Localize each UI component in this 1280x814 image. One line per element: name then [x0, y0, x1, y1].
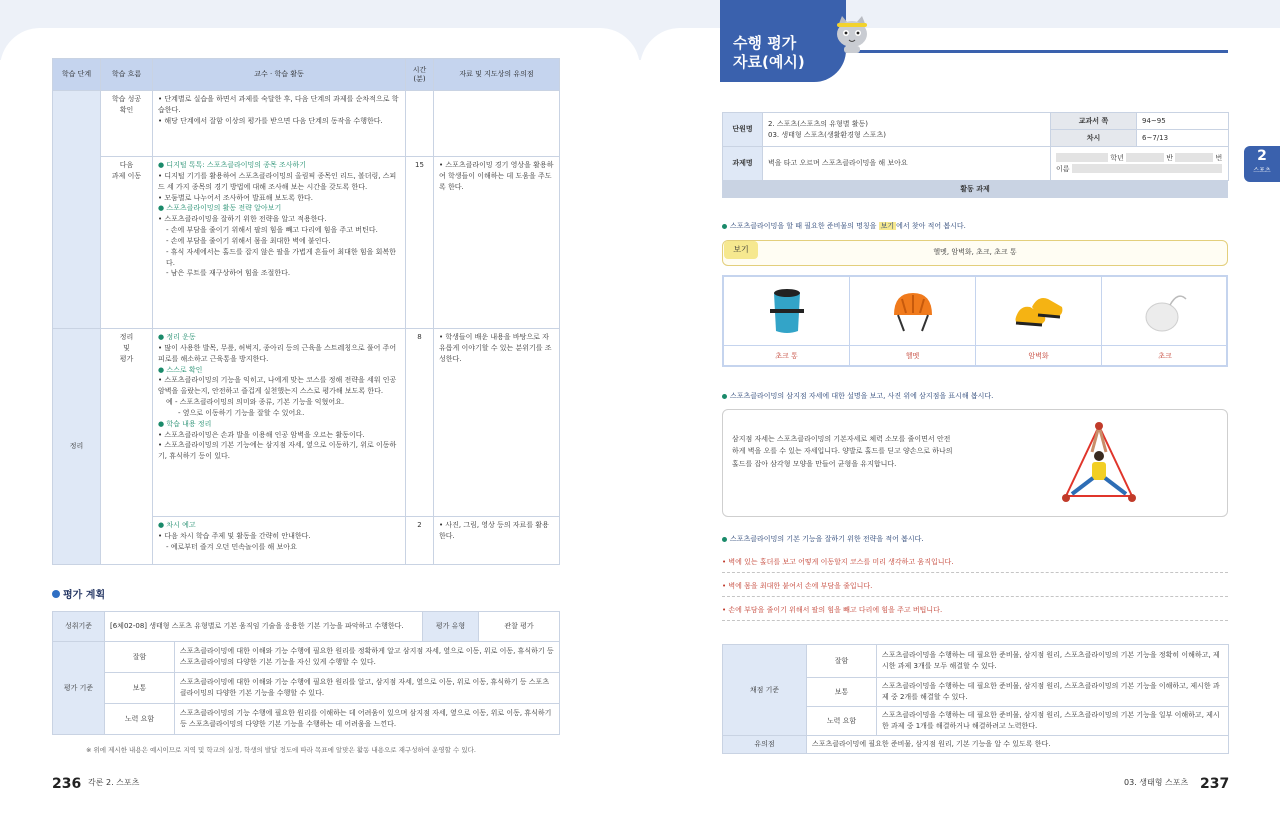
table-row [53, 704, 560, 735]
eval-plan-table [52, 611, 559, 735]
activity-heading: ● 스스로 확인 [158, 365, 203, 374]
type-value: 관찰 평가 [479, 612, 560, 642]
activity-line: • 모둠별로 나누어서 조사하여 발표해 보도록 한다. [158, 193, 313, 202]
col-header: 자료 및 지도상의 유의점 [434, 59, 560, 91]
bullet-icon [52, 590, 60, 598]
flow-cell: 다음 과제 이동 [101, 157, 153, 329]
page-number: 236 [52, 776, 82, 792]
activity-label: 활동 과제 [722, 181, 1228, 198]
chalk-bag-icon [762, 285, 812, 337]
col-header: 시간 (분) [406, 59, 434, 91]
level-cell: 보통 [807, 678, 877, 707]
table-row [53, 642, 560, 673]
notes-cell: • 학생들이 배운 내용을 바탕으로 자유롭게 이야기할 수 있는 분위기를 조성한다. [434, 329, 560, 517]
table-row [53, 673, 560, 704]
notes-cell [434, 91, 560, 157]
section-title: 평가 계획 [52, 588, 105, 604]
table-row [53, 157, 560, 329]
notes-cell: • 스포츠클라이밍 경기 영상을 활용하여 학생들이 이해하는 데 도움을 주도록 한다. [434, 157, 560, 329]
three-point-stance-photo[interactable] [1056, 412, 1142, 512]
activity-heading: ● 학습 내용 정리 [158, 419, 212, 428]
time-cell [406, 91, 434, 157]
time-cell: 15 [406, 157, 434, 329]
standard-label: 성취기준 [53, 612, 105, 642]
activity-cell [153, 517, 406, 565]
activity-line: • 해당 단계에서 잘함 이상의 평가를 받으면 다음 단계의 동작을 수행한다. [158, 116, 383, 125]
question-3: 스포츠클라이밍의 기본 기능을 잘하기 위한 전략을 적어 봅시다. [722, 534, 924, 545]
col-header: 학습 단계 [53, 59, 101, 91]
question-2: 스포츠클라이밍의 삼지점 자세에 대한 설명을 보고, 사진 위에 삼지점을 표시해 봅시다. [722, 391, 993, 402]
level-text: 스포츠클라이밍에 대한 이해와 기능 수행에 필요한 원리를 알고, 삼지점 자세, 옆으로 이동, 위로 이동, 휴식하기 등 스포츠클라이밍의 다양한 기본 기능을 수행할 수 있다. [175, 673, 560, 704]
gear-caption: 초크 [1102, 345, 1228, 365]
flow-cell: 학습 성공 확인 [101, 91, 153, 157]
level-text: 스포츠클라이밍을 수행하는 데 필요한 준비물, 삼지점 원리, 스포츠클라이밍의 기본 기능을 일부 이해하고, 제시한 과제 중 1개를 해결하거나 해결하려고 노력한다. [877, 707, 1229, 736]
level-text: 스포츠클라이밍에 대한 이해와 기능 수행에 필요한 원리를 정확하게 알고 삼지점 자세, 옆으로 이동, 위로 이동, 휴식하기 등 스포츠클라이밍의 다양한 기본 기능을 자신 있게 수행할 수 있다. [175, 642, 560, 673]
footnote: ※ 위에 제시한 내용은 예시이므로 지역 및 학교의 실정, 학생의 발달 정도에 따라 목표에 알맞은 활동 내용으로 재구성하여 운영할 수 있다. [86, 746, 476, 754]
gear-cell [724, 277, 850, 365]
time-cell: 2 [406, 517, 434, 565]
level-cell: 보통 [105, 673, 175, 704]
activity-line: - 손에 부담을 줄이기 위해서 몸을 최대한 벽에 붙인다. [166, 236, 331, 245]
unit-value: 2. 스포츠(스포츠의 유형별 활동) 03. 생태형 스포츠(생활환경형 스포츠) [763, 113, 1051, 147]
flow-cell: 정리 및 평가 [101, 329, 153, 565]
task-value: 벽을 타고 오르며 스포츠클라이밍을 해 보아요 [763, 147, 1051, 181]
gear-caption: 헬멧 [850, 345, 975, 365]
criteria-label: 평가 기준 [53, 642, 105, 735]
table-row [53, 329, 560, 517]
activity-line: • 스포츠클라이밍의 기능을 익히고, 나에게 맞는 코스를 정해 전략을 세워 인공 암벽을 올랐는지, 안전하고 즐겁게 실천했는지 스스로 평가해 보도록 한다. [158, 376, 397, 396]
level-cell: 노력 요함 [105, 704, 175, 735]
bullet-icon [722, 537, 727, 542]
student-fields: 학년 반 번 이름 [1051, 147, 1229, 181]
answer-line: • 벽에 있는 홀더를 보고 어떻게 이동할지 코스를 미리 생각하고 움직입니다. [722, 557, 1228, 573]
activity-cell [153, 329, 406, 517]
number-blank[interactable] [1175, 153, 1213, 162]
activity-cell [153, 91, 406, 157]
chapter-label: 03. 생태형 스포츠 [1124, 778, 1189, 787]
activity-line: - 휴식 자세에서는 홀드를 잡지 않은 팔을 가볍게 흔들어 최대한 힘을 회복한다. [166, 247, 396, 267]
lesson-value: 6~7/13 [1137, 130, 1229, 147]
level-text: 스포츠클라이밍을 수행하는 데 필요한 준비물, 삼지점 원리, 스포츠클라이밍의 기본 기능을 정확히 이해하고, 제시한 과제 3개를 모두 해결할 수 있다. [877, 645, 1229, 678]
table-row [723, 736, 1229, 754]
level-cell: 잘함 [807, 645, 877, 678]
score-label: 채점 기준 [723, 645, 807, 736]
description-text: 삼지점 자세는 스포츠클라이밍의 기본자세로 체력 소모를 줄이면서 안전하게 벽을 오를 수 있는 자세입니다. 양발로 홀드를 딛고 양손으로 하나의 홀드를 잡아 삼각형 모양을 만들어 균형을 유지합니다. [732, 435, 953, 468]
activity-cell [153, 157, 406, 329]
gear-grid [722, 275, 1228, 367]
info-table [722, 112, 1228, 181]
level-cell: 잘함 [105, 642, 175, 673]
table-header-row [53, 59, 560, 91]
name-blank[interactable] [1072, 164, 1222, 173]
gear-cell [1102, 277, 1228, 365]
level-text: 스포츠클라이밍을 수행하는 데 필요한 준비물, 삼지점 원리, 스포츠클라이밍의 기본 기능을 이해하고, 제시한 과제 중 2개를 해결할 수 있다. [877, 678, 1229, 707]
activity-line: • 디지털 기기를 활용하여 스포츠클라이밍의 올림픽 종목인 리드, 볼더링, 스피드 세 가지 종목의 경기 방법에 대해 조사해 보는 시간을 갖도록 한다. [158, 171, 397, 191]
bullet-icon [722, 224, 727, 229]
standard-text: [6체02-08] 생태형 스포츠 유형별로 기본 움직임 기술을 응용한 기본 기능을 파악하고 수행한다. [105, 612, 423, 642]
header-title: 수행 평가 자료(예시) [733, 34, 805, 71]
notes-cell: • 사진, 그림, 영상 등의 자료를 활용한다. [434, 517, 560, 565]
activity-heading: ● 정리 운동 [158, 333, 196, 341]
gear-cell [850, 277, 976, 365]
helmet-icon [888, 285, 938, 337]
answer-line: • 벽에 몸을 최대한 붙여서 손에 부담을 줄입니다. [722, 581, 1228, 597]
time-cell: 8 [406, 329, 434, 517]
gear-caption: 암벽화 [976, 345, 1101, 365]
question-1: 스포츠클라이밍을 할 때 필요한 준비물의 명칭을 보기 에서 찾아 적어 봅시다. [722, 221, 966, 232]
textbook-label: 교과서 쪽 [1051, 113, 1137, 130]
table-row [723, 645, 1229, 678]
type-label: 평가 유형 [423, 612, 479, 642]
activity-line: - 남은 루트를 재구상하여 힘을 조절한다. [166, 269, 291, 278]
activity-line: 예 - 스포츠클라이밍의 의미와 종류, 기본 기능을 익혔어요. [166, 398, 345, 407]
level-cell: 노력 요함 [807, 707, 877, 736]
class-blank[interactable] [1126, 153, 1164, 162]
table-row [723, 147, 1229, 181]
lesson-table [52, 58, 559, 565]
chapter-tab: 2 스포츠 [1244, 146, 1280, 182]
activity-heading: ● 스포츠클라이밍의 활동 전략 알아보기 [158, 204, 282, 213]
gear-caption: 초크 통 [724, 345, 849, 365]
stage-cell: 정리 [53, 329, 101, 565]
table-row [723, 113, 1229, 130]
activity-line: • 스포츠클라이밍은 손과 발을 이용해 인공 암벽을 오르는 활동이다. [158, 430, 365, 439]
col-header: 교수 · 학습 활동 [153, 59, 406, 91]
chapter-label: 각론 2. 스포츠 [88, 778, 140, 787]
header-line [812, 50, 1228, 53]
activity-heading: ● 디지털 톡톡: 스포츠클라이밍의 종목 조사하기 [158, 161, 307, 169]
activity-line: - 손에 부담을 줄이기 위해서 팔의 힘을 빼고 다리에 힘을 주고 버틴다. [166, 226, 378, 235]
bogi-tag: 보기 [724, 241, 758, 259]
activity-line: - 예로부터 즐겨 오던 민속놀이를 해 보아요 [166, 542, 297, 551]
grade-blank[interactable] [1056, 153, 1108, 162]
activity-line: • 많이 사용한 발목, 무릎, 허벅지, 종아리 등의 근육을 스트레칭으로 풀어 주어 피로를 해소하고 근육통을 방지한다. [158, 343, 397, 363]
stage-cell [53, 91, 101, 329]
activity-heading: ● 차시 예고 [158, 521, 196, 529]
activity-line: • 스포츠클라이밍을 잘하기 위한 전략을 알고 적용한다. [158, 215, 327, 224]
bullet-icon [722, 394, 727, 399]
bogi-text: 헬멧, 암벽화, 초크, 초크 통 [933, 248, 1017, 256]
unit-label: 단원명 [723, 113, 763, 147]
score-table [722, 644, 1228, 754]
col-header: 학습 흐름 [101, 59, 153, 91]
note-text: 스포츠클라이밍에 필요한 준비물, 삼지점 원리, 기본 기능을 알 수 있도록 한다. [807, 736, 1229, 754]
activity-line: • 다음 차시 학습 주제 및 활동을 간략히 안내한다. [158, 531, 311, 540]
page-number: 237 [1200, 776, 1230, 792]
climbing-shoes-icon [1014, 285, 1064, 337]
textbook-value: 94~95 [1137, 113, 1229, 130]
table-row [53, 91, 560, 157]
gear-cell [976, 277, 1102, 365]
activity-line: - 옆으로 이동하기 기능을 잘할 수 있어요. [178, 408, 305, 417]
chalk-ball-icon [1140, 285, 1190, 337]
task-label: 과제명 [723, 147, 763, 181]
cat-mascot-icon [832, 14, 872, 54]
note-label: 유의점 [723, 736, 807, 754]
activity-line: • 스포츠클라이밍의 기본 기능에는 삼지점 자세, 옆으로 이동하기, 위로 이동하기, 휴식하기 등이 있다. [158, 441, 397, 461]
answer-line: • 손에 부담을 줄이기 위해서 팔의 힘을 빼고 다리에 힘을 주고 버팁니다. [722, 605, 1228, 621]
activity-line: • 단계별로 실습을 하면서 과제를 숙달한 후, 다음 단계의 과제를 순차적으로 학습한다. [158, 95, 399, 114]
level-text: 스포츠클라이밍의 기능 수행에 필요한 원리를 이해하는 데 어려움이 있으며 삼지점 자세, 옆으로 이동, 위로 이동, 휴식하기 등 스포츠클라이밍의 다양한 기본 기능을 수행하는 데 어려움을 느낀다. [175, 704, 560, 735]
table-row [53, 612, 560, 642]
lesson-label: 차시 [1051, 130, 1137, 147]
